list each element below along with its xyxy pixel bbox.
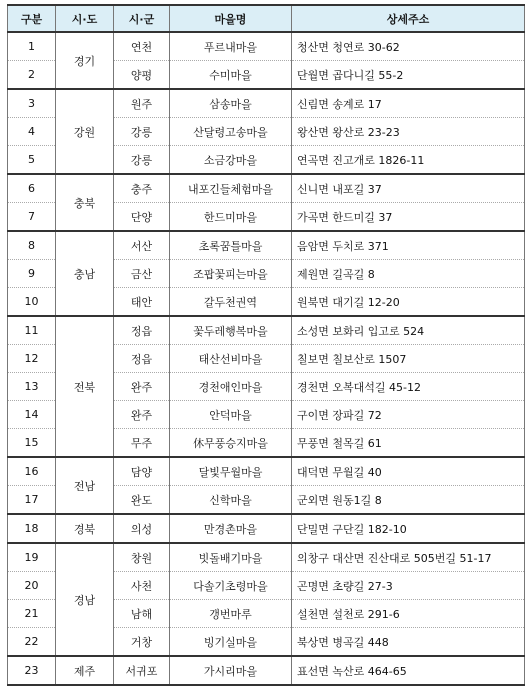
row-number: 16 bbox=[8, 457, 56, 486]
village-name: 꽃두레행복마을 bbox=[170, 316, 292, 345]
village-name: 다솔기초령마을 bbox=[170, 572, 292, 600]
sigun-cell: 충주 bbox=[114, 174, 170, 203]
row-number: 18 bbox=[8, 514, 56, 543]
row-number: 13 bbox=[8, 373, 56, 401]
table-row bbox=[8, 231, 525, 260]
village-name: 달빛무월마을 bbox=[170, 457, 292, 486]
detail-address: 연곡면 진고개로 1826-11 bbox=[292, 146, 525, 175]
sigun-cell: 완주 bbox=[114, 373, 170, 401]
village-name: 태산선비마을 bbox=[170, 345, 292, 373]
header-row bbox=[8, 5, 525, 32]
row-number: 12 bbox=[8, 345, 56, 373]
sigun-cell: 강릉 bbox=[114, 146, 170, 175]
village-name: 갈두천권역 bbox=[170, 288, 292, 317]
sigun-cell: 양평 bbox=[114, 61, 170, 90]
sido-cell: 경남 bbox=[56, 543, 114, 656]
detail-address: 음암면 두치로 371 bbox=[292, 231, 525, 260]
table-row bbox=[8, 457, 525, 486]
village-name: 삼송마을 bbox=[170, 89, 292, 118]
village-name: 만경촌마을 bbox=[170, 514, 292, 543]
detail-address: 대덕면 무월길 40 bbox=[292, 457, 525, 486]
row-number: 10 bbox=[8, 288, 56, 317]
sigun-cell: 남해 bbox=[114, 600, 170, 628]
sido-cell: 제주 bbox=[56, 656, 114, 685]
row-number: 4 bbox=[8, 118, 56, 146]
detail-address: 무풍면 철목길 61 bbox=[292, 429, 525, 458]
village-name: 수미마을 bbox=[170, 61, 292, 90]
sido-cell: 충남 bbox=[56, 231, 114, 316]
village-name: 가시리마을 bbox=[170, 656, 292, 685]
sido-cell: 경기 bbox=[56, 32, 114, 89]
village-name: 신학마을 bbox=[170, 486, 292, 515]
table-row bbox=[8, 514, 525, 543]
row-number: 9 bbox=[8, 260, 56, 288]
header-no: 구분 bbox=[8, 5, 56, 32]
sigun-cell: 거창 bbox=[114, 628, 170, 657]
sigun-cell: 정읍 bbox=[114, 345, 170, 373]
table-body bbox=[8, 32, 525, 685]
village-name: 빗돌배기마을 bbox=[170, 543, 292, 572]
row-number: 21 bbox=[8, 600, 56, 628]
detail-address: 곤명면 초량길 27-3 bbox=[292, 572, 525, 600]
table-row bbox=[8, 89, 525, 118]
sigun-cell: 완도 bbox=[114, 486, 170, 515]
detail-address: 북상면 병곡길 448 bbox=[292, 628, 525, 657]
row-number: 15 bbox=[8, 429, 56, 458]
sigun-cell: 사천 bbox=[114, 572, 170, 600]
village-name: 내포긴들체험마을 bbox=[170, 174, 292, 203]
table-row bbox=[8, 174, 525, 203]
village-name: 한드미마을 bbox=[170, 203, 292, 232]
row-number: 6 bbox=[8, 174, 56, 203]
sigun-cell: 강릉 bbox=[114, 118, 170, 146]
sigun-cell: 금산 bbox=[114, 260, 170, 288]
detail-address: 경천면 오복대석길 45-12 bbox=[292, 373, 525, 401]
row-number: 17 bbox=[8, 486, 56, 515]
detail-address: 신림면 송계로 17 bbox=[292, 89, 525, 118]
detail-address: 구이면 장파길 72 bbox=[292, 401, 525, 429]
row-number: 2 bbox=[8, 61, 56, 90]
detail-address: 단월면 곱다니길 55-2 bbox=[292, 61, 525, 90]
table-header bbox=[8, 5, 525, 32]
village-table bbox=[7, 4, 525, 686]
row-number: 14 bbox=[8, 401, 56, 429]
sigun-cell: 담양 bbox=[114, 457, 170, 486]
table-row bbox=[8, 32, 525, 61]
detail-address: 단밀면 구단길 182-10 bbox=[292, 514, 525, 543]
sido-cell: 전북 bbox=[56, 316, 114, 457]
village-name: 갱번마루 bbox=[170, 600, 292, 628]
sido-cell: 강원 bbox=[56, 89, 114, 174]
village-name: 푸르내마을 bbox=[170, 32, 292, 61]
sigun-cell: 태안 bbox=[114, 288, 170, 317]
detail-address: 의창구 대산면 진산대로 505번길 51-17 bbox=[292, 543, 525, 572]
detail-address: 칠보면 칠보산로 1507 bbox=[292, 345, 525, 373]
detail-address: 원북면 대기길 12-20 bbox=[292, 288, 525, 317]
detail-address: 가곡면 한드미길 37 bbox=[292, 203, 525, 232]
row-number: 22 bbox=[8, 628, 56, 657]
detail-address: 제원면 길곡길 8 bbox=[292, 260, 525, 288]
row-number: 19 bbox=[8, 543, 56, 572]
header-village: 마을명 bbox=[170, 5, 292, 32]
village-name: 초록꿈틀마을 bbox=[170, 231, 292, 260]
village-name: 빙기실마을 bbox=[170, 628, 292, 657]
sigun-cell: 창원 bbox=[114, 543, 170, 572]
village-name: 소금강마을 bbox=[170, 146, 292, 175]
row-number: 1 bbox=[8, 32, 56, 61]
row-number: 20 bbox=[8, 572, 56, 600]
row-number: 7 bbox=[8, 203, 56, 232]
table-row bbox=[8, 316, 525, 345]
header-address: 상세주소 bbox=[292, 5, 525, 32]
row-number: 11 bbox=[8, 316, 56, 345]
row-number: 5 bbox=[8, 146, 56, 175]
header-sido: 시·도 bbox=[56, 5, 114, 32]
row-number: 23 bbox=[8, 656, 56, 685]
header-sigun: 시·군 bbox=[114, 5, 170, 32]
sigun-cell: 의성 bbox=[114, 514, 170, 543]
village-name: 경천애인마을 bbox=[170, 373, 292, 401]
detail-address: 군외면 원동1길 8 bbox=[292, 486, 525, 515]
detail-address: 청산면 청연로 30-62 bbox=[292, 32, 525, 61]
sigun-cell: 무주 bbox=[114, 429, 170, 458]
detail-address: 왕산면 왕산로 23-23 bbox=[292, 118, 525, 146]
detail-address: 표선면 녹산로 464-65 bbox=[292, 656, 525, 685]
sigun-cell: 완주 bbox=[114, 401, 170, 429]
village-name: 조팝꽃피는마을 bbox=[170, 260, 292, 288]
sigun-cell: 서산 bbox=[114, 231, 170, 260]
sido-cell: 충북 bbox=[56, 174, 114, 231]
sido-cell: 경북 bbox=[56, 514, 114, 543]
table-row bbox=[8, 656, 525, 685]
detail-address: 소성면 보화리 입고로 524 bbox=[292, 316, 525, 345]
village-name: 休무풍승지마을 bbox=[170, 429, 292, 458]
sigun-cell: 연천 bbox=[114, 32, 170, 61]
sido-cell: 전남 bbox=[56, 457, 114, 514]
village-name: 안덕마을 bbox=[170, 401, 292, 429]
row-number: 3 bbox=[8, 89, 56, 118]
village-name: 산달령고송마을 bbox=[170, 118, 292, 146]
sigun-cell: 단양 bbox=[114, 203, 170, 232]
detail-address: 설천면 설천로 291-6 bbox=[292, 600, 525, 628]
detail-address: 신니면 내포길 37 bbox=[292, 174, 525, 203]
table-row bbox=[8, 543, 525, 572]
row-number: 8 bbox=[8, 231, 56, 260]
sigun-cell: 원주 bbox=[114, 89, 170, 118]
sigun-cell: 서귀포 bbox=[114, 656, 170, 685]
sigun-cell: 정읍 bbox=[114, 316, 170, 345]
